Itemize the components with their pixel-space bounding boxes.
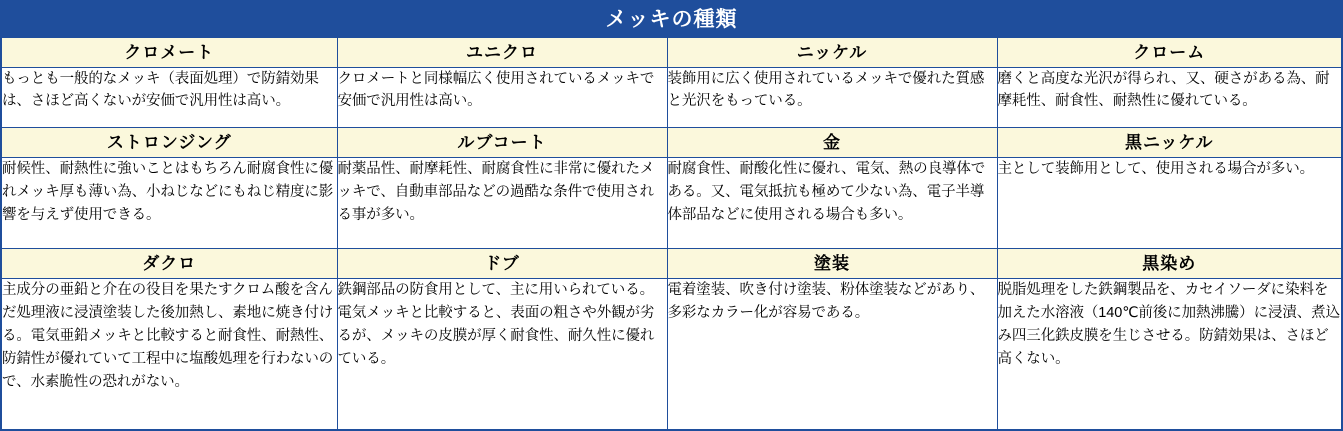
column-header: 金 [667, 128, 997, 158]
table-header-row [1, 128, 1342, 158]
table-cell: 耐薬品性、耐摩耗性、耐腐食性に非常に優れたメッキで、自動車部品などの過酷な条件で使用される事が多い。 [337, 158, 667, 249]
table-row [1, 279, 1342, 430]
table-cell: 耐候性、耐熱性に強いことはもちろん耐腐食性に優れメッキ厚も薄い為、小ねじなどにもねじ精度に影響を与えず使用できる。 [1, 158, 337, 249]
column-header: クロメート [1, 37, 337, 67]
column-header: クローム [997, 37, 1342, 67]
table-row [1, 67, 1342, 128]
table-cell: 磨くと高度な光沢が得られ、又、硬さがある為、耐摩耗性、耐食性、耐熱性に優れている。 [997, 67, 1342, 128]
page-title [0, 0, 1343, 36]
table-container [0, 36, 1343, 431]
column-header: ストロンジング [1, 128, 337, 158]
column-header: 塗装 [667, 249, 997, 279]
page-title-text: メッキの種類 [605, 8, 738, 31]
table-cell: 主として装飾用として、使用される場合が多い。 [997, 158, 1342, 249]
table-row [1, 158, 1342, 249]
table-cell: 鉄鋼部品の防食用として、主に用いられている。 電気メッキと比較すると、表面の粗さや外観が劣るが、メッキの皮膜が厚く耐食性、耐久性に優れている。 [337, 279, 667, 430]
table-cell: クロメートと同様幅広く使用されているメッキで安価で汎用性は高い。 [337, 67, 667, 128]
column-header: ルブコート [337, 128, 667, 158]
column-header: 黒ニッケル [997, 128, 1342, 158]
table-cell: 主成分の亜鉛と介在の役目を果たすクロム酸を含んだ処理液に浸漬塗装した後加熱し、素地に焼き付ける。電気亜鉛メッキと比較すると耐食性、耐熱性、防錆性が優れていて工程中に塩酸処理を行わないので、水素脆性の恐れがない。 [1, 279, 337, 430]
table-header-row [1, 249, 1342, 279]
plating-types-table [0, 36, 1343, 431]
column-header: ドブ [337, 249, 667, 279]
table-cell: 装飾用に広く使用されているメッキで優れた質感と光沢をもっている。 [667, 67, 997, 128]
column-header: 黒染め [997, 249, 1342, 279]
column-header: ダクロ [1, 249, 337, 279]
table-header-row [1, 37, 1342, 67]
table-cell: 電着塗装、吹き付け塗装、粉体塗装などがあり、多彩なカラー化が容易である。 [667, 279, 997, 430]
column-header: ニッケル [667, 37, 997, 67]
table-cell: 脱脂処理をした鉄鋼製品を、カセイソーダに染料を加えた水溶液（140℃前後に加熱沸騰）に浸漬、煮込み四三化鉄皮膜を生じさせる。防錆効果は、さほど高くない。 [997, 279, 1342, 430]
table-cell: 耐腐食性、耐酸化性に優れ、電気、熱の良導体である。又、電気抵抗も極めて少ない為、電子半導体部品などに使用される場合も多い。 [667, 158, 997, 249]
column-header: ユニクロ [337, 37, 667, 67]
table-cell: もっとも一般的なメッキ（表面処理）で防錆効果は、さほど高くないが安価で汎用性は高い。 [1, 67, 337, 128]
